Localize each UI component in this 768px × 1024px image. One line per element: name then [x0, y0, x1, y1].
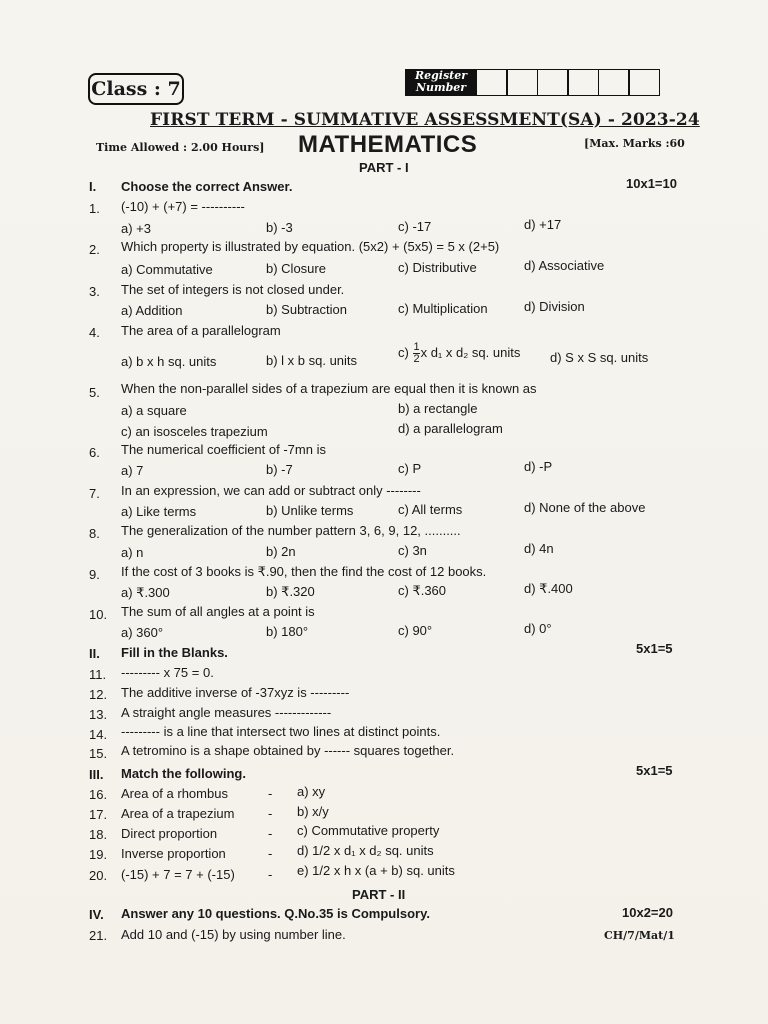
- fraction-denominator: 2: [413, 353, 420, 365]
- question-number: 13.: [89, 707, 108, 722]
- question-number: 7.: [89, 486, 100, 501]
- question-text: The set of integers is not closed under.: [121, 282, 345, 297]
- register-digit-box[interactable]: [628, 69, 660, 96]
- option-b: b) Closure: [266, 261, 326, 276]
- match-right: e) 1/2 x h x (a + b) sq. units: [297, 863, 455, 878]
- question-number: 21.: [89, 928, 108, 943]
- register-label-line2: Number: [415, 81, 467, 94]
- question-text: In an expression, we can add or subtract only --------: [121, 483, 421, 498]
- part-heading: PART - II: [352, 887, 406, 902]
- question-number: 3.: [89, 284, 100, 299]
- question-number: 8.: [89, 526, 100, 541]
- section-number: II.: [89, 646, 100, 661]
- question-text: A straight angle measures -------------: [121, 705, 332, 720]
- question-text: If the cost of 3 books is ₹.90, then the find the cost of 12 books.: [121, 564, 487, 579]
- match-right: a) xy: [297, 784, 326, 799]
- option-b: b) a rectangle: [398, 401, 478, 416]
- option-b: b) ₹.320: [266, 584, 315, 599]
- section-number: IV.: [89, 907, 104, 922]
- option-c: c) -17: [398, 219, 432, 234]
- option-d: d) 4n: [524, 541, 554, 556]
- section-marks: 10x2=20: [622, 905, 673, 920]
- question-number: 10.: [89, 607, 108, 622]
- register-label-line1: Register: [414, 69, 468, 82]
- option-c: c) an isosceles trapezium: [121, 424, 268, 439]
- question-number: 11.: [89, 667, 107, 682]
- option-a: a) ₹.300: [121, 585, 170, 600]
- option-d: d) ₹.400: [524, 581, 573, 596]
- question-text: The additive inverse of -37xyz is ---------: [121, 685, 350, 700]
- match-left: (-15) + 7 = 7 + (-15): [121, 867, 235, 882]
- option-d: d) Associative: [524, 258, 605, 273]
- question-text: A tetromino is a shape obtained by ------ squares together.: [121, 743, 455, 758]
- option-c: c) Multiplication: [398, 301, 488, 316]
- option-c-label: c): [398, 344, 409, 360]
- section-number: III.: [89, 767, 104, 782]
- section-marks: 5x1=5: [636, 763, 673, 778]
- option-d: d) Division: [524, 299, 585, 314]
- match-left: Direct proportion: [121, 826, 218, 841]
- question-number: 2.: [89, 242, 100, 257]
- option-d: d) a parallelogram: [398, 421, 503, 436]
- option-b: b) Unlike terms: [266, 503, 354, 518]
- question-number: 14.: [89, 727, 108, 742]
- option-c: c) ₹.360: [398, 583, 447, 598]
- option-c: c) 90°: [398, 623, 433, 638]
- section-title: Match the following.: [121, 766, 246, 781]
- register-digit-box[interactable]: [537, 69, 569, 96]
- question-number: 17.: [89, 807, 108, 822]
- option-b: b) 2n: [266, 544, 296, 559]
- option-d: d) +17: [524, 217, 562, 232]
- question-number: 19.: [89, 847, 108, 862]
- question-text: Which property is illustrated by equation. (5x2) + (5x5) = 5 x (2+5): [121, 239, 500, 254]
- exam-title: FIRST TERM - SUMMATIVE ASSESSMENT(SA) - 2023-24: [150, 110, 700, 130]
- option-c: c) All terms: [398, 502, 463, 517]
- match-dash: -: [268, 806, 273, 821]
- question-text: When the non-parallel sides of a trapezium are equal then it is known as: [121, 381, 537, 396]
- question-text: --------- is a line that intersect two lines at distinct points.: [121, 724, 441, 739]
- section-title: Fill in the Blanks.: [121, 645, 228, 660]
- fraction-numerator: 1: [413, 341, 420, 353]
- match-right: d) 1/2 x d₁ x d₂ sq. units: [297, 843, 434, 858]
- register-digit-box[interactable]: [476, 69, 508, 96]
- option-c: c) P: [398, 461, 422, 476]
- option-b: b) -3: [266, 220, 293, 235]
- register-number-label: [405, 69, 477, 96]
- option-a: a) Addition: [121, 303, 183, 318]
- option-a: a) b x h sq. units: [121, 354, 217, 369]
- match-right: c) Commutative property: [297, 823, 440, 838]
- option-d: d) -P: [524, 459, 553, 474]
- option-a: a) n: [121, 545, 144, 560]
- question-number: 12.: [89, 687, 108, 702]
- question-number: 16.: [89, 787, 108, 802]
- option-a: a) Commutative: [121, 262, 213, 277]
- option-c: c) 3n: [398, 543, 427, 558]
- question-number: 15.: [89, 746, 108, 761]
- option-a: a) Like terms: [121, 504, 197, 519]
- section-title: Answer any 10 questions. Q.No.35 is Compulsory.: [121, 906, 430, 921]
- section-number: I.: [89, 179, 97, 194]
- option-b: b) l x b sq. units: [266, 353, 358, 368]
- question-text: The generalization of the number pattern 3, 6, 9, 12, ..........: [121, 523, 461, 538]
- option-a: a) a square: [121, 403, 187, 418]
- register-digit-box[interactable]: [598, 69, 630, 96]
- paper-code: CH/7/Mat/1: [604, 929, 675, 942]
- match-dash: -: [268, 846, 273, 861]
- question-text: (-10) + (+7) = ----------: [121, 199, 245, 214]
- option-c: [398, 342, 520, 365]
- option-c-text: x d₁ x d₂ sq. units: [420, 344, 521, 360]
- match-left: Inverse proportion: [121, 846, 226, 861]
- match-left: Area of a trapezium: [121, 806, 235, 821]
- register-digit-box[interactable]: [506, 69, 538, 96]
- question-text: Add 10 and (-15) by using number line.: [121, 927, 346, 942]
- question-number: 6.: [89, 445, 100, 460]
- question-text: The sum of all angles at a point is: [121, 604, 315, 619]
- time-allowed: Time Allowed : 2.00 Hours]: [96, 141, 265, 154]
- option-d: d) 0°: [524, 621, 552, 636]
- section-marks: 5x1=5: [636, 641, 673, 656]
- question-number: 18.: [89, 827, 108, 842]
- subject-title: MATHEMATICS: [298, 131, 478, 158]
- question-text: --------- x 75 = 0.: [121, 665, 214, 680]
- section-marks: 10x1=10: [626, 176, 677, 191]
- match-dash: -: [268, 867, 273, 882]
- question-number: 20.: [89, 868, 108, 883]
- fraction-half: [413, 342, 419, 365]
- match-dash: -: [268, 786, 273, 801]
- question-number: 4.: [89, 325, 100, 340]
- question-number: 9.: [89, 567, 100, 582]
- match-dash: -: [268, 826, 273, 841]
- register-digit-box[interactable]: [567, 69, 599, 96]
- match-left: Area of a rhombus: [121, 786, 228, 801]
- class-label: Class : 7: [88, 73, 184, 105]
- option-d: d) None of the above: [524, 500, 646, 515]
- question-text: The numerical coefficient of -7mn is: [121, 442, 326, 457]
- option-a: a) +3: [121, 221, 151, 236]
- option-a: a) 7: [121, 463, 144, 478]
- part-heading: PART - I: [359, 160, 409, 175]
- option-c: c) Distributive: [398, 260, 477, 275]
- question-text: The area of a parallelogram: [121, 323, 281, 338]
- question-number: 1.: [89, 201, 100, 216]
- question-number: 5.: [89, 385, 100, 400]
- option-a: a) 360°: [121, 625, 164, 640]
- max-marks: [Max. Marks :60: [584, 137, 685, 150]
- option-b: b) 180°: [266, 624, 309, 639]
- section-title: Choose the correct Answer.: [121, 179, 293, 194]
- register-number-boxes: [477, 69, 660, 96]
- option-d: d) S x S sq. units: [550, 350, 649, 365]
- match-right: b) x/y: [297, 804, 329, 819]
- option-b: b) Subtraction: [266, 302, 347, 317]
- option-b: b) -7: [266, 462, 293, 477]
